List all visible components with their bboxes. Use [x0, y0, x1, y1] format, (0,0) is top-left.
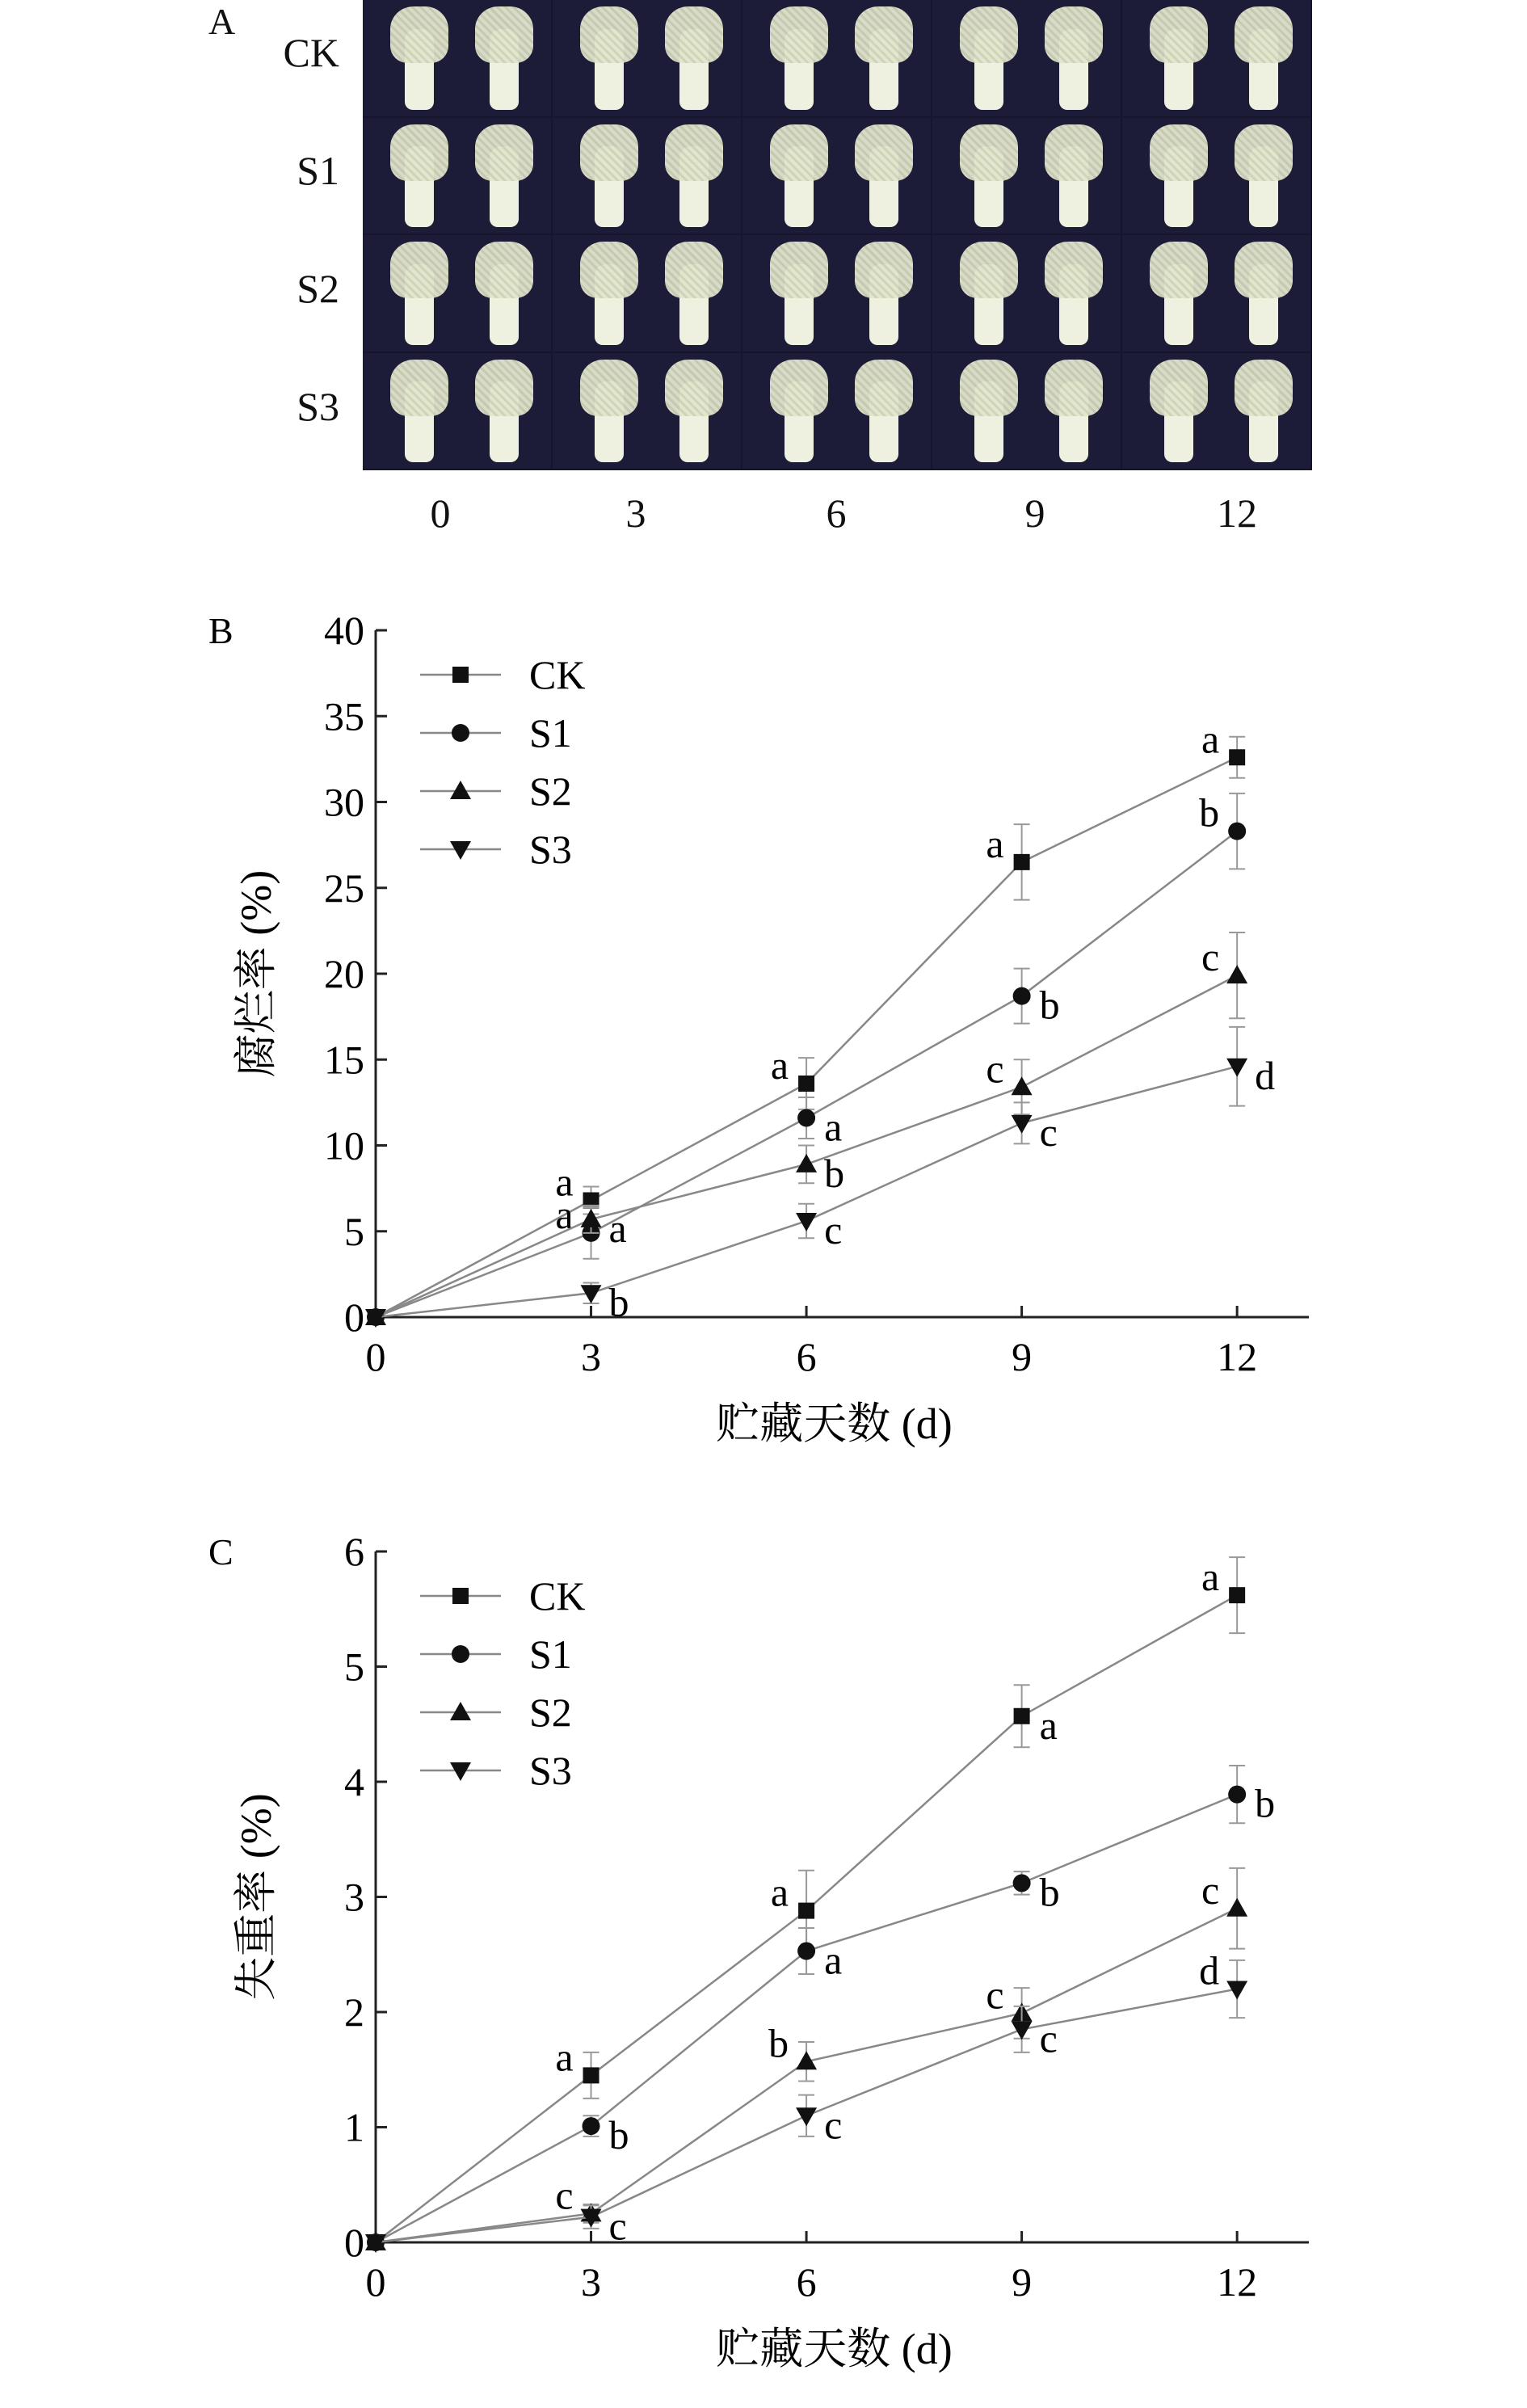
row-label-3: S3 — [297, 384, 339, 429]
mushroom-cap — [855, 124, 913, 181]
data-point — [1226, 1898, 1247, 1917]
significance-label: b — [768, 2020, 789, 2066]
x-tick-label: 9 — [1012, 1334, 1033, 1379]
data-point — [1013, 1874, 1031, 1892]
y-tick-label: 15 — [324, 1037, 364, 1083]
x-tick-label: 9 — [1012, 2259, 1033, 2305]
significance-label: c — [986, 1046, 1004, 1092]
significance-label: c — [1039, 1109, 1058, 1155]
x-tick-label: 12 — [1217, 1334, 1258, 1379]
significance-label: a — [824, 1937, 843, 1983]
y-tick-label: 6 — [344, 1529, 364, 1574]
mushroom-cap — [475, 6, 533, 63]
significance-label: a — [1201, 716, 1220, 762]
mushroom-cap — [1045, 6, 1103, 63]
x-tick-label: 12 — [1217, 2259, 1258, 2305]
photo-cell — [553, 353, 742, 471]
mushroom-cap — [960, 360, 1018, 416]
significance-label: c — [1201, 934, 1220, 980]
x-axis-title: 贮藏天数 (d) — [716, 2325, 953, 2373]
mushroom-cap — [1045, 360, 1103, 416]
photo-cell — [1122, 353, 1312, 471]
significance-label: c — [555, 2172, 574, 2218]
y-tick-label: 25 — [324, 865, 364, 911]
panel-letter: C — [208, 1531, 233, 1572]
legend-marker — [450, 1702, 471, 1720]
data-point — [1228, 1786, 1246, 1804]
mushroom-cap — [665, 6, 723, 63]
x-axis-title: 贮藏天数 (d) — [716, 1400, 953, 1448]
mushroom-cap — [665, 242, 723, 298]
photo-cell — [742, 353, 932, 471]
mushroom-cap — [580, 6, 638, 63]
y-tick-label: 20 — [324, 951, 364, 996]
significance-label: b — [824, 1150, 845, 1196]
mushroom-cap — [960, 124, 1018, 181]
y-tick-label: 10 — [324, 1122, 364, 1168]
significance-label: c — [824, 2102, 843, 2148]
mushroom-cap — [580, 124, 638, 181]
photo-cell — [363, 353, 553, 471]
data-point — [1012, 1115, 1033, 1134]
legend-marker — [450, 781, 471, 799]
y-tick-label: 30 — [324, 779, 364, 825]
data-point — [1012, 1076, 1033, 1095]
significance-label: a — [608, 1205, 627, 1251]
legend-label: CK — [529, 1573, 586, 1619]
series-line — [376, 1795, 1237, 2242]
photo-cell — [932, 118, 1122, 236]
photo-cell — [363, 235, 553, 353]
mushroom-cap — [580, 360, 638, 416]
significance-label: b — [1199, 789, 1220, 836]
mushroom-cap — [1235, 242, 1293, 298]
significance-label: c — [608, 2203, 627, 2249]
significance-label: d — [1255, 1052, 1276, 1098]
mushroom-cap — [580, 242, 638, 298]
significance-label: a — [824, 1104, 843, 1150]
significance-label: a — [986, 820, 1004, 866]
significance-label: a — [770, 1042, 789, 1088]
data-point — [1228, 823, 1246, 840]
mushroom-cap — [1235, 360, 1293, 416]
y-tick-label: 5 — [344, 1644, 364, 1690]
mushroom-cap — [665, 124, 723, 181]
mushroom-cap — [1235, 6, 1293, 63]
mushroom-cap — [475, 360, 533, 416]
x-tick-label: 6 — [796, 1334, 817, 1379]
photo-cell — [553, 0, 742, 118]
y-tick-label: 40 — [324, 608, 364, 653]
mushroom-cap — [770, 360, 828, 416]
significance-label: a — [770, 1869, 789, 1915]
photo-cell — [363, 0, 553, 118]
row-label-0: CK — [283, 30, 339, 75]
mushroom-cap — [960, 242, 1018, 298]
data-point — [1013, 987, 1031, 1005]
mushroom-cap — [855, 242, 913, 298]
data-point — [1229, 1587, 1245, 1603]
legend-marker — [450, 841, 471, 860]
y-tick-label: 4 — [344, 1759, 364, 1804]
mushroom-cap — [1235, 124, 1293, 181]
col-label-2: 6 — [826, 490, 847, 536]
legend-marker — [452, 724, 469, 742]
panel-letter: B — [208, 610, 233, 651]
photo-cell — [1122, 118, 1312, 236]
y-tick-label: 0 — [344, 1295, 364, 1340]
col-label-4: 12 — [1217, 490, 1257, 536]
mushroom-cap — [1150, 6, 1208, 63]
x-tick-label: 6 — [796, 2259, 817, 2305]
mushroom-cap — [1150, 360, 1208, 416]
legend-label: CK — [529, 652, 586, 697]
col-label-0: 0 — [430, 490, 451, 536]
significance-label: b — [1039, 982, 1060, 1028]
mushroom-cap — [960, 6, 1018, 63]
legend-marker — [452, 1588, 469, 1604]
data-point — [1229, 749, 1245, 765]
legend-label: S3 — [529, 827, 572, 872]
mushroom-cap — [770, 124, 828, 181]
data-point — [796, 1213, 817, 1231]
mushroom-cap — [770, 242, 828, 298]
legend-marker — [452, 1645, 469, 1663]
mushroom-cap — [855, 360, 913, 416]
data-point — [1226, 965, 1247, 983]
mushroom-cap — [1150, 124, 1208, 181]
y-axis-title: 失重率 (%) — [232, 1793, 280, 2001]
photo-cell — [553, 118, 742, 236]
col-label-3: 9 — [1024, 490, 1045, 536]
photo-cell — [1122, 0, 1312, 118]
data-point — [1014, 1708, 1030, 1724]
mushroom-cap — [390, 6, 448, 63]
significance-label: a — [555, 2034, 574, 2080]
x-tick-label: 3 — [581, 1334, 602, 1379]
y-tick-label: 0 — [344, 2220, 364, 2265]
mushroom-cap — [855, 6, 913, 63]
mushroom-cap — [475, 242, 533, 298]
significance-label: b — [1255, 1780, 1276, 1826]
significance-label: c — [824, 1207, 843, 1252]
data-point — [797, 1942, 815, 1960]
photo-cell — [363, 118, 553, 236]
data-point — [797, 1109, 815, 1127]
significance-label: c — [1201, 1867, 1220, 1913]
photo-cell — [932, 0, 1122, 118]
significance-label: c — [986, 1972, 1004, 2018]
y-tick-label: 2 — [344, 1989, 364, 2035]
x-tick-label: 0 — [365, 1334, 386, 1379]
x-tick-label: 0 — [365, 2259, 386, 2305]
photo-cell — [742, 118, 932, 236]
significance-label: b — [608, 2112, 629, 2158]
mushroom-cap — [1150, 242, 1208, 298]
mushroom-cap — [1045, 242, 1103, 298]
row-label-1: S1 — [297, 148, 339, 193]
significance-label: b — [608, 1279, 629, 1325]
data-point — [796, 1154, 817, 1172]
mushroom-cap — [475, 124, 533, 181]
mushroom-cap — [390, 360, 448, 416]
row-label-2: S2 — [297, 266, 339, 311]
data-point — [798, 1903, 814, 1919]
photo-grid — [363, 0, 1312, 470]
y-tick-label: 5 — [344, 1208, 364, 1254]
col-label-1: 3 — [625, 490, 646, 536]
mushroom-cap — [390, 242, 448, 298]
photo-cell — [1122, 235, 1312, 353]
data-point — [583, 2067, 599, 2083]
mushroom-cap — [1045, 124, 1103, 181]
y-tick-label: 1 — [344, 2104, 364, 2150]
data-point — [1012, 2021, 1033, 2040]
significance-label: c — [1039, 2015, 1058, 2061]
legend-label: S2 — [529, 1690, 572, 1735]
data-point — [583, 2117, 600, 2135]
mushroom-cap — [770, 6, 828, 63]
panel-a-letter: A — [208, 1, 236, 42]
significance-label: a — [1039, 1702, 1058, 1748]
chart-c — [0, 1487, 1527, 2408]
mushroom-cap — [665, 360, 723, 416]
photo-cell — [932, 353, 1122, 471]
significance-label: a — [555, 1191, 574, 1237]
significance-label: b — [1039, 1869, 1060, 1915]
y-tick-label: 35 — [324, 693, 364, 739]
significance-label: d — [1199, 1947, 1220, 1993]
chart-b — [0, 590, 1527, 1487]
data-point — [1014, 854, 1030, 870]
photo-cell — [553, 235, 742, 353]
x-tick-label: 3 — [581, 2259, 602, 2305]
photo-cell — [742, 0, 932, 118]
mushroom-cap — [390, 124, 448, 181]
legend-marker — [452, 667, 469, 683]
y-axis-title: 腐烂率 (%) — [232, 869, 280, 1078]
data-point — [796, 2107, 817, 2126]
y-tick-label: 3 — [344, 1874, 364, 1920]
legend-label: S1 — [529, 1631, 572, 1677]
photo-cell — [932, 235, 1122, 353]
photo-cell — [742, 235, 932, 353]
legend-marker — [450, 1762, 471, 1781]
legend-label: S2 — [529, 768, 572, 814]
legend-label: S1 — [529, 710, 572, 756]
legend-label: S3 — [529, 1748, 572, 1793]
data-point — [798, 1076, 814, 1092]
significance-label: a — [555, 1159, 574, 1205]
significance-label: a — [1201, 1554, 1220, 1600]
